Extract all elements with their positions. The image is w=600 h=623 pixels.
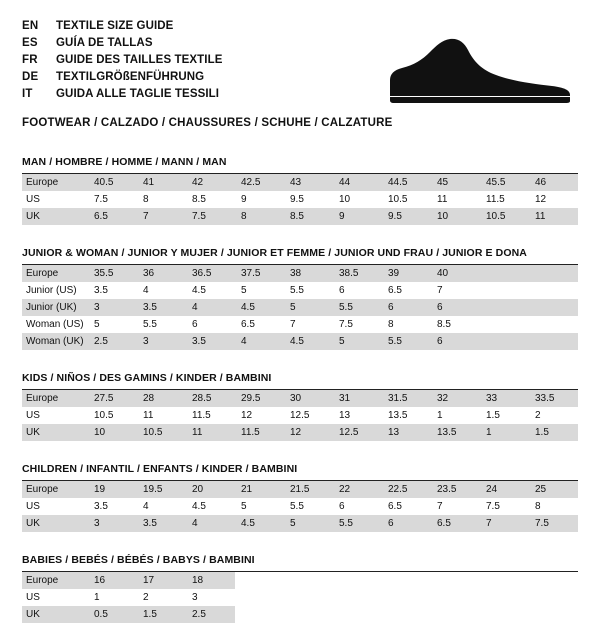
table-row	[22, 481, 578, 498]
cell: 4	[235, 333, 284, 350]
row-label: Junior (UK)	[22, 299, 88, 316]
table-row	[22, 424, 578, 441]
cell: 20	[186, 481, 235, 498]
cell: 4	[186, 299, 235, 316]
table-row	[22, 316, 578, 333]
cell: 1	[88, 589, 137, 606]
language-code: DE	[22, 71, 39, 83]
cell: 40	[431, 265, 480, 282]
cell: 5.5	[333, 515, 382, 532]
cell	[284, 572, 333, 589]
cell	[529, 606, 578, 623]
cell: 33	[480, 390, 529, 407]
cell: 12	[235, 407, 284, 424]
language-title: TEXTILGRÖßENFÜHRUNG	[56, 71, 205, 83]
language-code: FR	[22, 54, 38, 66]
size-table	[22, 572, 578, 623]
cell: 5.5	[382, 333, 431, 350]
cell	[431, 606, 480, 623]
cell: 11	[431, 191, 480, 208]
cell: 7.5	[186, 208, 235, 225]
cell	[529, 589, 578, 606]
cell	[480, 589, 529, 606]
cell: 24	[480, 481, 529, 498]
cell: 21	[235, 481, 284, 498]
cell: 9.5	[284, 191, 333, 208]
size-group-children	[22, 463, 578, 532]
cell: 4.5	[186, 498, 235, 515]
cell: 2.5	[88, 333, 137, 350]
cell: 42	[186, 174, 235, 191]
row-label: Woman (UK)	[22, 333, 88, 350]
cell: 40.5	[88, 174, 137, 191]
cell: 12.5	[284, 407, 333, 424]
cell: 5.5	[137, 316, 186, 333]
cell: 31	[333, 390, 382, 407]
cell: 21.5	[284, 481, 333, 498]
cell: 10	[431, 208, 480, 225]
cell: 19.5	[137, 481, 186, 498]
size-group-kids	[22, 372, 578, 441]
table-row	[22, 299, 578, 316]
row-label: Europe	[22, 390, 88, 407]
row-label: Europe	[22, 265, 88, 282]
document-header	[22, 18, 578, 129]
cell: 6.5	[235, 316, 284, 333]
cell	[333, 572, 382, 589]
size-tables	[22, 156, 578, 623]
dress-shoe-icon	[384, 34, 576, 106]
cell	[529, 265, 578, 282]
cell: 8.5	[186, 191, 235, 208]
cell: 38	[284, 265, 333, 282]
cell	[529, 316, 578, 333]
table-row	[22, 191, 578, 208]
cell: 8	[529, 498, 578, 515]
cell: 11	[186, 424, 235, 441]
cell: 18	[186, 572, 235, 589]
table-row	[22, 407, 578, 424]
cell: 12.5	[333, 424, 382, 441]
language-code: EN	[22, 20, 39, 32]
cell	[529, 572, 578, 589]
cell: 8	[382, 316, 431, 333]
cell: 5	[284, 299, 333, 316]
row-label: UK	[22, 515, 88, 532]
row-label: Woman (US)	[22, 316, 88, 333]
cell: 8.5	[431, 316, 480, 333]
cell: 4.5	[186, 282, 235, 299]
cell: 28	[137, 390, 186, 407]
size-table	[22, 481, 578, 532]
cell: 5	[333, 333, 382, 350]
cell: 45.5	[480, 174, 529, 191]
language-title: GUÍA DE TALLAS	[56, 37, 153, 49]
row-label: US	[22, 498, 88, 515]
cell	[235, 572, 284, 589]
cell: 43	[284, 174, 333, 191]
cell: 0.5	[88, 606, 137, 623]
cell: 3	[137, 333, 186, 350]
size-table	[22, 174, 578, 225]
cell	[333, 589, 382, 606]
cell: 27.5	[88, 390, 137, 407]
cell	[480, 316, 529, 333]
cell: 13.5	[382, 407, 431, 424]
cell: 6.5	[431, 515, 480, 532]
cell	[480, 265, 529, 282]
cell: 6	[382, 515, 431, 532]
table-row	[22, 174, 578, 191]
group-title: KIDS / NIÑOS / DES GAMINS / KINDER / BAMBINI	[22, 372, 578, 390]
cell	[529, 282, 578, 299]
cell: 45	[431, 174, 480, 191]
cell: 6	[382, 299, 431, 316]
cell	[235, 589, 284, 606]
cell: 35.5	[88, 265, 137, 282]
cell: 41	[137, 174, 186, 191]
cell: 1	[480, 424, 529, 441]
cell: 36.5	[186, 265, 235, 282]
row-label: Europe	[22, 174, 88, 191]
language-code: IT	[22, 88, 33, 100]
cell: 37.5	[235, 265, 284, 282]
row-label: US	[22, 191, 88, 208]
cell: 11.5	[480, 191, 529, 208]
cell	[235, 606, 284, 623]
cell	[480, 282, 529, 299]
cell: 46	[529, 174, 578, 191]
table-row	[22, 282, 578, 299]
cell	[480, 333, 529, 350]
cell: 13	[333, 407, 382, 424]
cell: 7	[137, 208, 186, 225]
cell: 3.5	[137, 299, 186, 316]
cell	[431, 572, 480, 589]
cell: 2	[529, 407, 578, 424]
table-row	[22, 515, 578, 532]
cell: 4.5	[235, 299, 284, 316]
row-label: US	[22, 589, 88, 606]
cell: 12	[529, 191, 578, 208]
cell	[284, 589, 333, 606]
cell: 10.5	[137, 424, 186, 441]
cell: 6	[431, 299, 480, 316]
cell: 33.5	[529, 390, 578, 407]
cell: 3.5	[137, 515, 186, 532]
cell: 3.5	[88, 282, 137, 299]
cell: 2	[137, 589, 186, 606]
size-group-junior-woman	[22, 247, 578, 350]
cell: 16	[88, 572, 137, 589]
size-group-man	[22, 156, 578, 225]
table-row	[22, 589, 578, 606]
group-title: BABIES / BEBÉS / BÉBÉS / BABYS / BAMBINI	[22, 554, 578, 572]
size-table	[22, 265, 578, 350]
cell: 3.5	[186, 333, 235, 350]
cell	[284, 606, 333, 623]
cell: 13	[382, 424, 431, 441]
cell: 5	[235, 498, 284, 515]
cell: 8	[137, 191, 186, 208]
row-label: UK	[22, 208, 88, 225]
cell: 22	[333, 481, 382, 498]
cell: 28.5	[186, 390, 235, 407]
cell: 39	[382, 265, 431, 282]
cell: 7	[431, 282, 480, 299]
language-title: TEXTILE SIZE GUIDE	[56, 20, 174, 32]
cell: 11	[137, 407, 186, 424]
cell: 9.5	[382, 208, 431, 225]
row-label: Europe	[22, 481, 88, 498]
cell: 8.5	[284, 208, 333, 225]
language-title: GUIDE DES TAILLES TEXTILE	[56, 54, 223, 66]
cell: 6	[431, 333, 480, 350]
language-code: ES	[22, 37, 38, 49]
row-label: US	[22, 407, 88, 424]
cell: 7	[284, 316, 333, 333]
cell	[480, 572, 529, 589]
cell: 5.5	[284, 498, 333, 515]
cell: 32	[431, 390, 480, 407]
cell: 3	[88, 299, 137, 316]
cell: 30	[284, 390, 333, 407]
cell: 36	[137, 265, 186, 282]
cell: 10	[88, 424, 137, 441]
cell: 29.5	[235, 390, 284, 407]
cell: 6.5	[88, 208, 137, 225]
table-row	[22, 498, 578, 515]
cell: 10.5	[382, 191, 431, 208]
cell: 1	[431, 407, 480, 424]
row-label: UK	[22, 606, 88, 623]
cell: 1.5	[137, 606, 186, 623]
cell: 7.5	[88, 191, 137, 208]
cell: 1.5	[529, 424, 578, 441]
cell: 7.5	[529, 515, 578, 532]
cell	[382, 606, 431, 623]
cell: 6.5	[382, 498, 431, 515]
cell: 22.5	[382, 481, 431, 498]
cell: 3.5	[88, 498, 137, 515]
cell: 6	[333, 282, 382, 299]
table-row	[22, 390, 578, 407]
cell: 7.5	[333, 316, 382, 333]
cell: 10.5	[480, 208, 529, 225]
table-row	[22, 333, 578, 350]
cell: 6	[333, 498, 382, 515]
cell: 44	[333, 174, 382, 191]
cell: 13.5	[431, 424, 480, 441]
cell: 10.5	[88, 407, 137, 424]
table-row	[22, 572, 578, 589]
cell: 2.5	[186, 606, 235, 623]
language-row	[22, 18, 578, 35]
page-title: FOOTWEAR / CALZADO / CHAUSSURES / SCHUHE / CALZATURE	[22, 117, 393, 129]
cell: 6	[186, 316, 235, 333]
cell: 7.5	[480, 498, 529, 515]
cell	[480, 606, 529, 623]
language-title: GUIDA ALLE TAGLIE TESSILI	[56, 88, 220, 100]
cell	[529, 333, 578, 350]
cell: 3	[186, 589, 235, 606]
group-title: CHILDREN / INFANTIL / ENFANTS / KINDER / BAMBINI	[22, 463, 578, 481]
cell: 17	[137, 572, 186, 589]
cell: 31.5	[382, 390, 431, 407]
cell: 38.5	[333, 265, 382, 282]
cell: 10	[333, 191, 382, 208]
row-label: Junior (US)	[22, 282, 88, 299]
cell: 3	[88, 515, 137, 532]
cell: 4	[186, 515, 235, 532]
cell: 4	[137, 282, 186, 299]
cell: 5.5	[333, 299, 382, 316]
cell: 5	[235, 282, 284, 299]
cell	[480, 299, 529, 316]
cell: 4.5	[235, 515, 284, 532]
table-row	[22, 265, 578, 282]
cell: 5	[88, 316, 137, 333]
cell	[431, 589, 480, 606]
cell: 1.5	[480, 407, 529, 424]
cell	[382, 589, 431, 606]
cell: 44.5	[382, 174, 431, 191]
cell: 9	[333, 208, 382, 225]
cell: 11	[529, 208, 578, 225]
cell: 23.5	[431, 481, 480, 498]
group-title: JUNIOR & WOMAN / JUNIOR Y MUJER / JUNIOR ET FEMME / JUNIOR UND FRAU / JUNIOR E DONA	[22, 247, 578, 265]
cell: 25	[529, 481, 578, 498]
cell: 4.5	[284, 333, 333, 350]
cell: 5.5	[284, 282, 333, 299]
cell: 5	[284, 515, 333, 532]
row-label: Europe	[22, 572, 88, 589]
cell: 11.5	[235, 424, 284, 441]
size-table	[22, 390, 578, 441]
row-label: UK	[22, 424, 88, 441]
cell: 42.5	[235, 174, 284, 191]
cell: 7	[431, 498, 480, 515]
cell	[382, 572, 431, 589]
cell: 8	[235, 208, 284, 225]
cell	[333, 606, 382, 623]
cell: 11.5	[186, 407, 235, 424]
size-group-babies	[22, 554, 578, 623]
cell: 9	[235, 191, 284, 208]
cell	[529, 299, 578, 316]
cell: 19	[88, 481, 137, 498]
cell: 12	[284, 424, 333, 441]
cell: 7	[480, 515, 529, 532]
cell: 6.5	[382, 282, 431, 299]
table-row	[22, 208, 578, 225]
table-row	[22, 606, 578, 623]
group-title: MAN / HOMBRE / HOMME / MANN / MAN	[22, 156, 578, 174]
cell: 4	[137, 498, 186, 515]
